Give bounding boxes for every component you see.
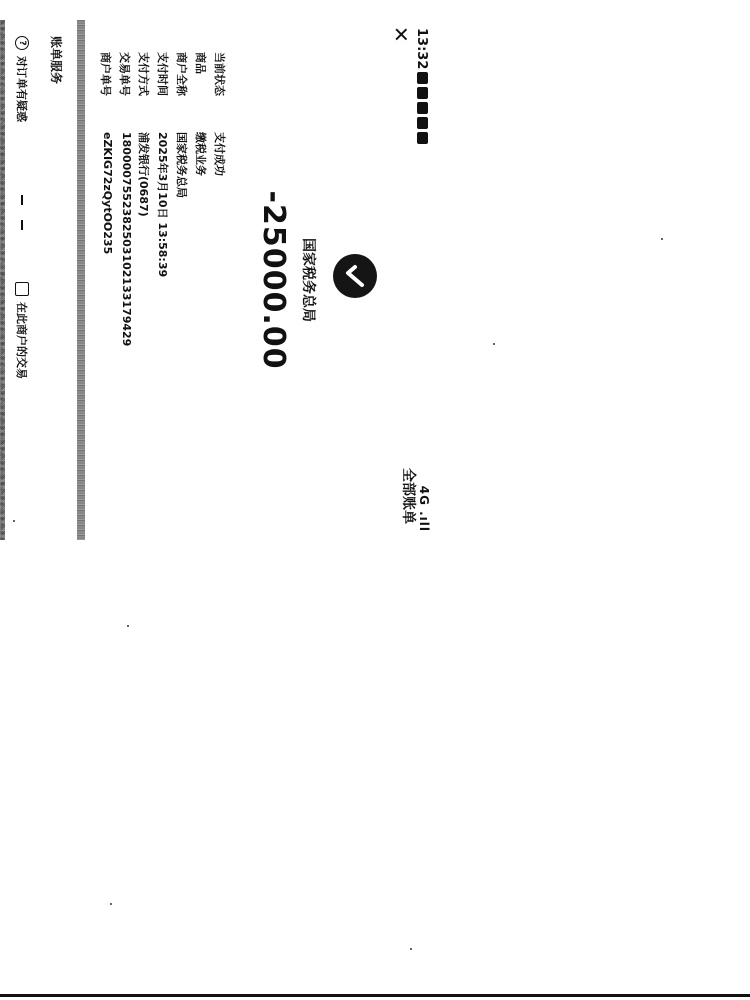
notification-icon <box>417 117 428 129</box>
scan-speck <box>110 903 112 905</box>
detail-value-payment-method: 浦发银行(0687) <box>137 132 150 217</box>
question-icon[interactable]: ? <box>15 36 29 50</box>
detail-label-product: 商品 <box>194 52 207 74</box>
transaction-amount: -25000.00 <box>256 190 291 370</box>
merchant-name: 国家税务总局 <box>300 238 316 322</box>
scan-edge <box>0 994 750 997</box>
detail-label-time: 支付时间 <box>156 52 169 96</box>
store-icon[interactable] <box>15 282 29 296</box>
phone-screenshot <box>0 20 435 540</box>
notification-icon <box>417 87 428 99</box>
notification-icon <box>417 72 428 84</box>
section-divider <box>77 20 85 540</box>
detail-label-status: 当前状态 <box>213 52 226 96</box>
detail-label-merchant: 商户全称 <box>175 52 188 96</box>
scan-speck <box>493 343 495 345</box>
detail-label-payment-method: 支付方式 <box>137 52 150 96</box>
detail-value-product: 缴税业务 <box>194 132 207 176</box>
scan-speck <box>13 520 15 522</box>
checkmark-icon <box>341 262 369 290</box>
detail-label-merchant-order-no: 商户单号 <box>99 52 112 96</box>
close-icon[interactable]: ✕ <box>389 26 413 43</box>
detail-value-status: 支付成功 <box>213 132 226 176</box>
merchant-transactions-link[interactable]: 在此商户的交易 <box>15 302 28 379</box>
order-question-link[interactable]: 对订单有疑惑 <box>15 56 28 122</box>
scan-speck <box>661 238 663 240</box>
scan-speck <box>127 625 129 627</box>
placeholder-dash <box>21 220 23 230</box>
bill-services-title: 账单服务 <box>49 36 63 85</box>
detail-value-merchant-order-no: eZKIG72zQytOO235 <box>101 132 114 255</box>
placeholder-dash <box>21 195 23 205</box>
signal-indicator: 4G .ıll <box>417 485 431 532</box>
notification-icon <box>417 132 428 144</box>
status-time: 13:32 <box>414 28 429 70</box>
scan-speck <box>410 948 412 950</box>
detail-value-time: 2025年3月10日 13:58:39 <box>156 132 169 278</box>
detail-value-merchant: 国家税务总局 <box>175 132 188 198</box>
notification-icon <box>417 102 428 114</box>
detail-label-transaction-no: 交易单号 <box>118 52 131 96</box>
merchant-logo <box>333 254 377 298</box>
detail-value-transaction-no: 18000075523825031021331794​29 <box>120 132 133 347</box>
promo-banner[interactable] <box>0 20 5 540</box>
all-bills-link[interactable]: 全部账单 <box>400 468 416 524</box>
